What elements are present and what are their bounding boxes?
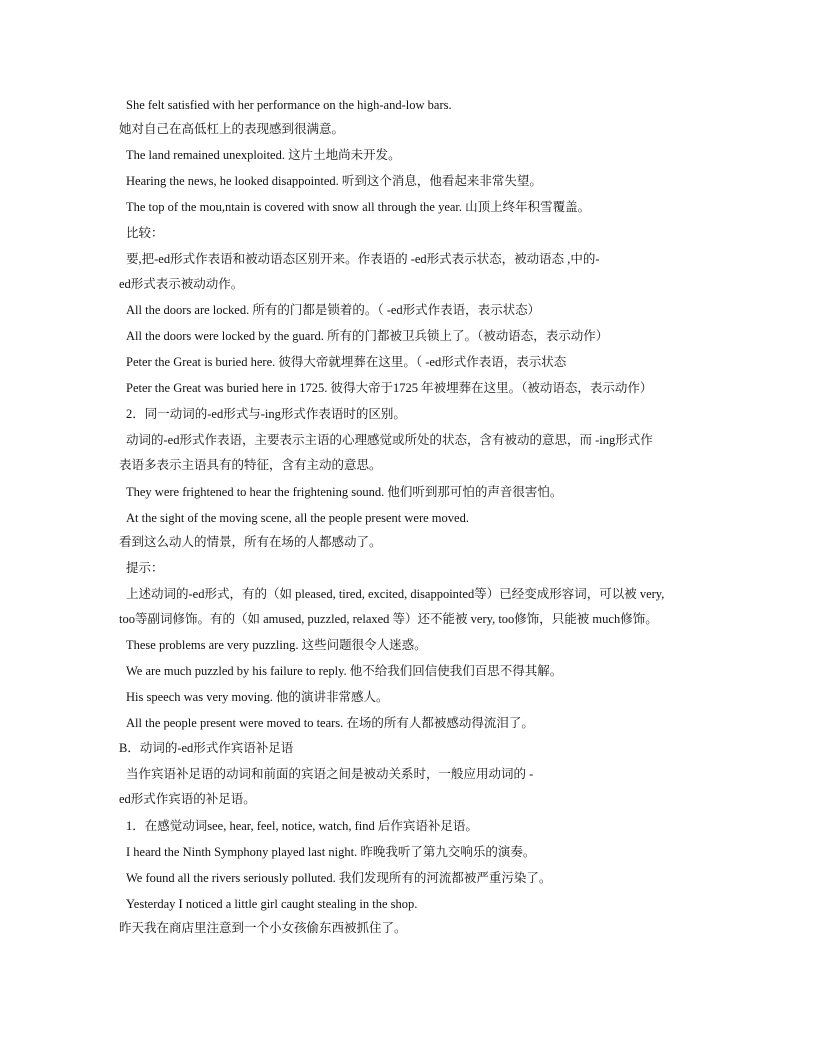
text-line-15: 表语多表示主语具有的特征，含有主动的意思。	[119, 458, 382, 472]
text-line-31: We found all the rivers seriously polluted. 我们发现所有的河流都被严重污染了。	[126, 871, 552, 885]
text-line-14: 动词的-ed形式作表语，主要表示主语的心理感觉或所处的状态，含有被动的意思，而 -ing形式作	[126, 433, 653, 447]
text-line-2: 她对自己在高低杠上的表现感到很满意。	[119, 122, 345, 136]
text-line-13: 2．同一动词的-ed形式与-ing形式作表语时的区别。	[126, 407, 406, 421]
text-line-8: ed形式表示被动动作。	[119, 277, 244, 291]
text-line-28: ed形式作宾语的补足语。	[119, 792, 256, 806]
text-line-17: At the sight of the moving scene, all the people present were moved.	[126, 511, 469, 525]
text-line-7: 要,把-ed形式作表语和被动语态区别开来。作表语的 -ed形式表示状态，被动语态 ,中的-	[126, 252, 600, 266]
text-line-18: 看到这么动人的情景，所有在场的人都感动了。	[119, 535, 382, 549]
text-line-10: All the doors were locked by the guard. 所有的门都被卫兵锁上了。（被动语态，表示动作）	[126, 329, 609, 343]
text-line-20: 上述动词的-ed形式，有的（如 pleased, tired, excited, disappointed等）已经变成形容词，可以被 very,	[126, 587, 665, 601]
text-line-27: 当作宾语补足语的动词和前面的宾语之间是被动关系时，一般应用动词的 -	[126, 767, 534, 781]
text-line-32: Yesterday I noticed a little girl caught stealing in the shop.	[126, 897, 418, 911]
text-line-12: Peter the Great was buried here in 1725. 彼得大帝于1725 年被埋葬在这里。（被动语态，表示动作）	[126, 381, 653, 395]
text-line-29: 1．在感觉动词see, hear, feel, notice, watch, find 后作宾语补足语。	[126, 819, 478, 833]
text-line-9: All the doors are locked. 所有的门都是锁着的。（ -ed形式作表语，表示状态）	[126, 303, 541, 317]
text-line-3: The land remained unexploited. 这片土地尚未开发。	[126, 148, 401, 162]
text-line-26: B．动词的-ed形式作宾语补足语	[119, 741, 294, 755]
text-line-25: All the people present were moved to tears. 在场的所有人都被感动得流泪了。	[126, 716, 534, 730]
text-line-24: His speech was very moving. 他的演讲非常感人。	[126, 690, 389, 704]
text-line-6: 比较：	[126, 226, 164, 240]
text-line-5: The top of the mou,ntain is covered with snow all through the year. 山顶上终年积雪覆盖。	[126, 200, 591, 214]
text-line-4: Hearing the news, he looked disappointed. 听到这个消息，他看起来非常失望。	[126, 174, 542, 188]
text-line-1: She felt satisfied with her performance on the high-and-low bars.	[126, 98, 452, 112]
text-line-33: 昨天我在商店里注意到一个小女孩偷东西被抓住了。	[119, 921, 407, 935]
text-line-11: Peter the Great is buried here. 彼得大帝就埋葬在这里。（ -ed形式作表语，表示状态	[126, 355, 567, 369]
text-line-23: We are much puzzled by his failure to reply. 他不给我们回信使我们百思不得其解。	[126, 664, 563, 678]
text-line-30: I heard the Ninth Symphony played last night. 昨晚我听了第九交响乐的演奏。	[126, 845, 536, 859]
text-line-16: They were frightened to hear the frightening sound. 他们听到那可怕的声音很害怕。	[126, 485, 563, 499]
text-line-19: 提示：	[126, 561, 164, 575]
text-line-22: These problems are very puzzling. 这些问题很令人迷惑。	[126, 638, 427, 652]
text-line-21: too等副词修饰。有的（如 amused, puzzled, relaxed 等）还不能被 very, too修饰，只能被 much修饰。	[119, 612, 658, 626]
